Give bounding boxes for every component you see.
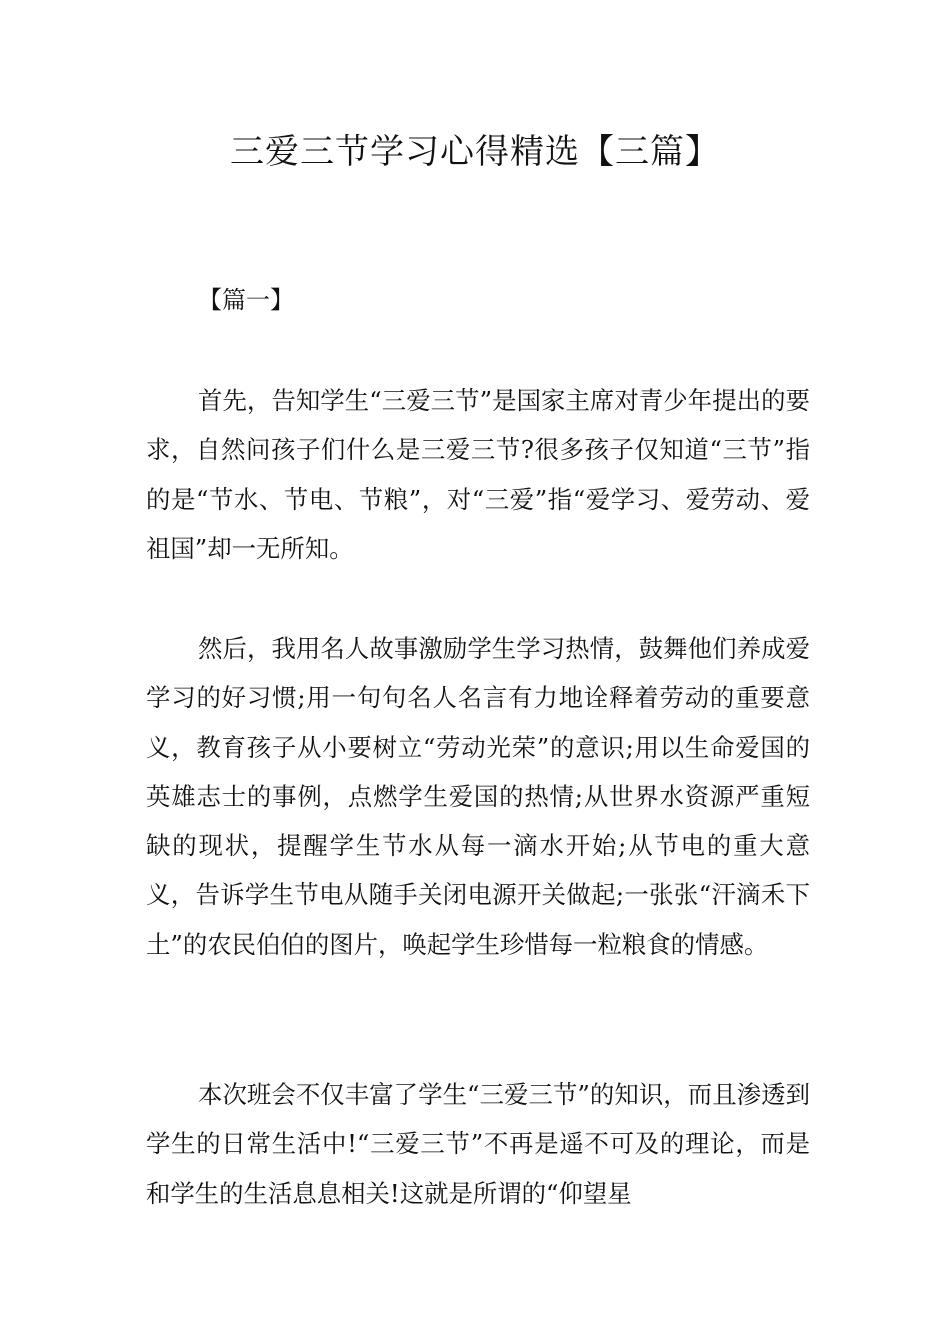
section-heading: 【篇一】 [198, 286, 294, 314]
paragraph-2: 然后，我用名人故事激励学生学习热情，鼓舞他们养成爱学习的好习惯;用一句句名人名言有力地诠释着劳动的重要意义，教育孩子从小要树立“劳动光荣”的意识;用以生命爱国的英雄志士的事例，点燃学生爱国的热情;从世界水资源严重短缺的现状，提醒学生节水从每一滴水开始;从节电的重大意义，告诉学生节电从随手关闭电源开关做起;一张张“汗滴禾下土”的农民伯伯的图片，唤起学生珍惜每一粒粮食的情感。 [146, 634, 810, 959]
paragraph-1: 首先，告知学生“三爱三节”是国家主席对青少年提出的要求，自然问孩子们什么是三爱三节?很多孩子仅知道“三节”指的是“节水、节电、节粮”，对“三爱”指“爱学习、爱劳动、爱祖国”却一无所知。 [146, 386, 810, 563]
document-title: 三爱三节学习心得精选【三篇】 [230, 132, 720, 172]
paragraph-3: 本次班会不仅丰富了学生“三爱三节”的知识，而且渗透到学生的日常生活中!“三爱三节”不再是遥不可及的理论，而是和学生的生活息息相关!这就是所谓的“仰望星 [146, 1080, 810, 1208]
